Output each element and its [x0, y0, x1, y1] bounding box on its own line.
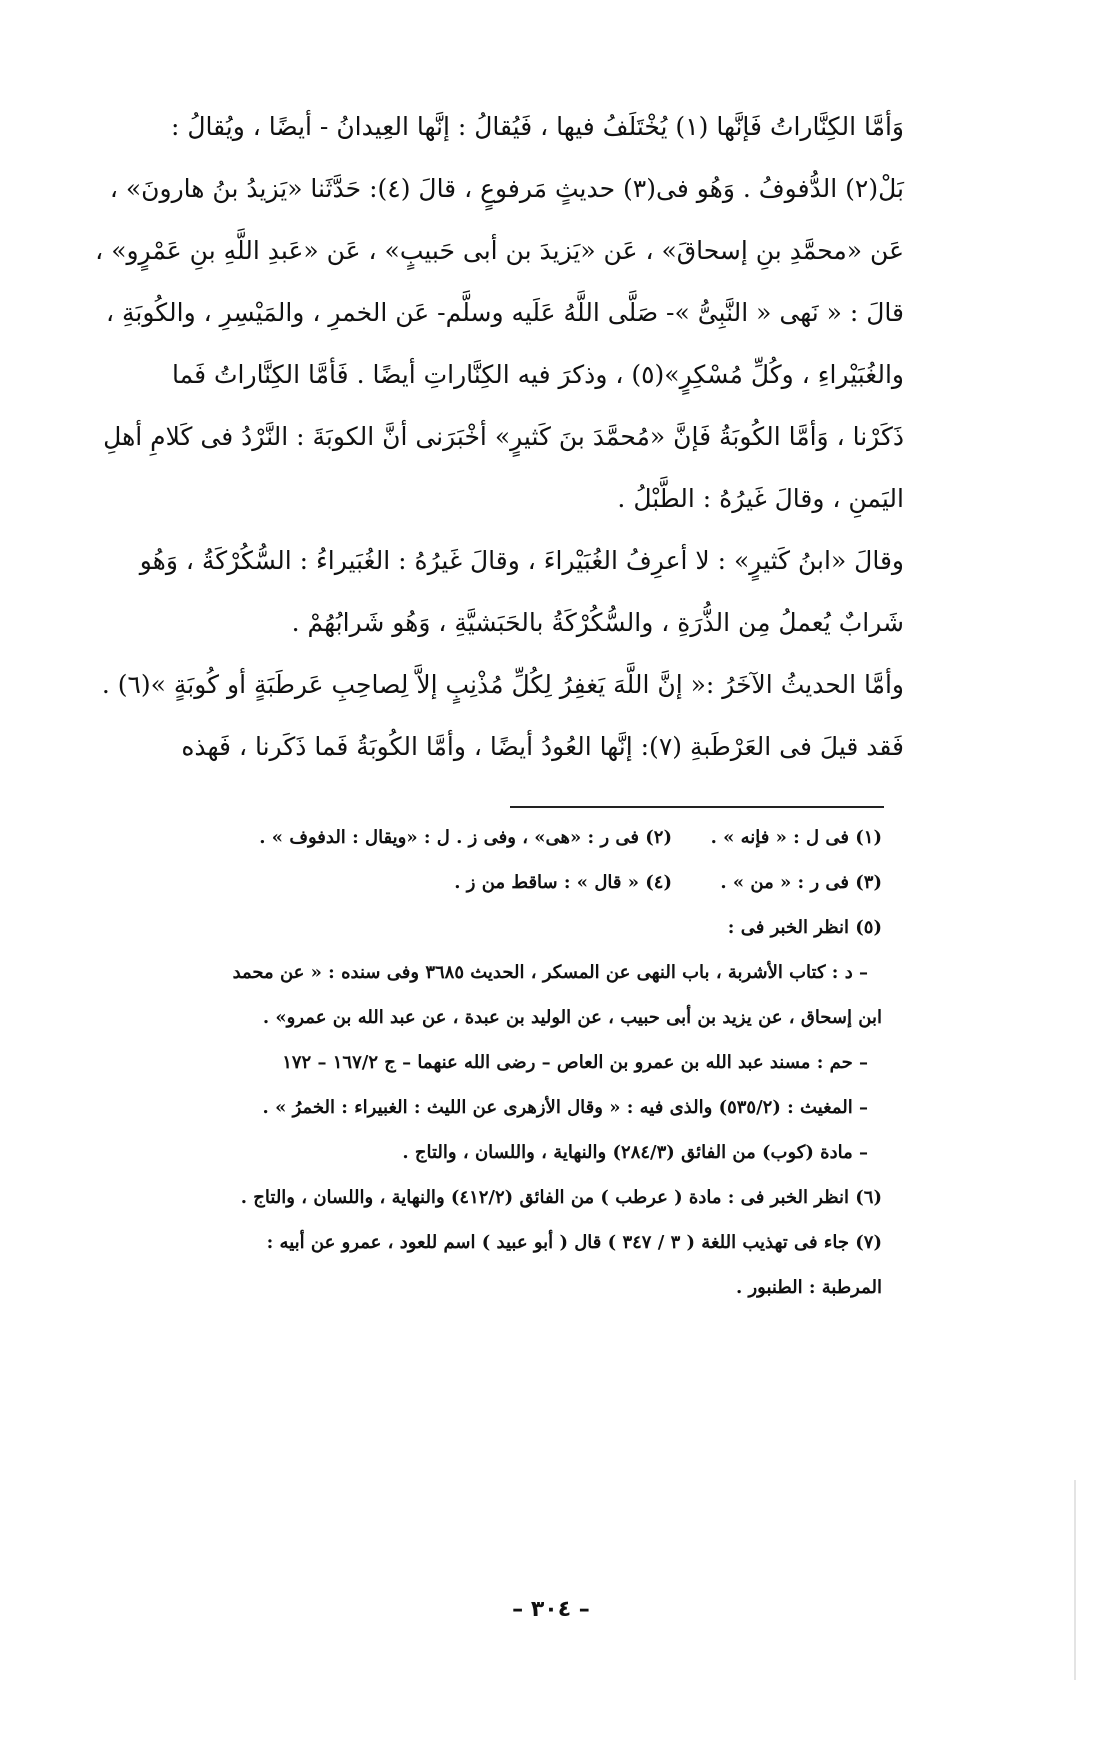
text-line: وَأمَّا الكِنَّاراتُ فَإنَّها (١) يُخْتَلَفُ فيها ، فَيُقالُ : إنَّها العِيدانُ - أيضًا ، ويُقالُ :	[170, 112, 904, 141]
footnote-4: (٤) « قال » : ساقط من ز .	[454, 872, 672, 893]
footnote-row	[60, 815, 882, 860]
text-line: بَلْ(٢) الدُّفوفُ . وَهُو فى(٣) حديثٍ مَرفوعٍ ، قالَ (٤): حَدَّثَنا «يَزيدُ بنُ هارونَ» ،	[109, 174, 904, 203]
footnote-1: (١) فى ل : « فإنه » .	[710, 827, 882, 848]
text-line: والغُبَيْراءِ ، وكُلِّ مُسْكِرٍ»(٥) ، وذكرَ فيه الكِنَّاراتِ أيضًا . فَأمَّا الكِنَّاراتُ فَما	[172, 360, 904, 389]
footnote-5-item: – المغيث : (٥٣٥/٢) والذى فيه : « وقال الأزهرى عن الليث : الغبيراء : الخمرُ » .	[262, 1097, 868, 1118]
footnote-6: (٦) انظر الخبر فى : مادة ( عرطب ) من الفائق (٤١٢/٢) والنهاية ، واللسان ، والتاج .	[240, 1187, 882, 1208]
footnote-3: (٣) فى ر : « من » .	[720, 872, 882, 893]
footnote-7: (٧) جاء فى تهذيب اللغة ( ٣ / ٣٤٧ ) قال ( أبو عبيد ) اسم للعود ، عمرو عن أبيه :	[266, 1232, 882, 1253]
footnote-2: (٢) فى ر : «هى» ، وفى ز . ل : «ويقال : الدفوف » .	[259, 827, 672, 848]
footnote-row	[60, 860, 882, 905]
footnote-separator	[510, 806, 884, 808]
footnote-5-item: – مادة (كوب) من الفائق (٢٨٤/٣) والنهاية ، واللسان ، والتاج .	[402, 1142, 868, 1163]
page-number: – ٣٠٤ –	[512, 1597, 590, 1622]
footnotes	[60, 815, 882, 1310]
text-line: قالَ : « نَهى « النَّبِىُّ »- صَلَّى اللَّهُ عَلَيه وسلَّم- عَن الخمرِ ، والمَيْسِرِ ، والكُوبَةِ ،	[105, 298, 904, 327]
text-line: وأمَّا الحديثُ الآخَرُ :« إنَّ اللَّهَ يَغفِرُ لِكُلِّ مُذْنِبٍ إلاَّ لِصاحِبِ عَرطَبَةٍ أو كُوبَةٍ »(٦) .	[101, 670, 904, 699]
text-line: اليَمنِ ، وقالَ غَيرُهُ : الطَّبْلُ .	[617, 484, 904, 513]
footnote-5-item: ابن إسحاق ، عن يزيد بن أبى حبيب ، عن الوليد بن عبدة ، عن عبد الله بن عمرو» .	[262, 1007, 882, 1028]
text-line: عَن «محمَّدِ بنِ إسحاقَ» ، عَن «يَزيدَ بن أبى حَبيبٍ» ، عَن «عَبدِ اللَّهِ بنِ عَمْرٍو» ،	[95, 236, 904, 265]
main-text	[60, 96, 904, 778]
footnote-5-item: – حم : مسند عبد الله بن عمرو بن العاص – رضى الله عنهما – ج ١٦٧/٢ – ١٧٢	[282, 1052, 868, 1073]
footnote-7-continued: المرطبة : الطنبور .	[735, 1277, 882, 1298]
text-line: ذَكَرْنا ، وَأمَّا الكُوبَةُ فَإنَّ «مُحمَّدَ بنَ كَثيرٍ» أخْبَرَنى أنَّ الكوبَةَ : النَّرْدُ فى كَلامِ أهلِ	[103, 422, 904, 451]
footnote-5: (٥) انظر الخبر فى :	[727, 917, 882, 938]
text-line: وقالَ «ابنُ كَثيرٍ» : لا أعرِفُ الغُبَيْراءَ ، وقالَ غَيرُهُ : الغُبَيراءُ : السُّكُرْكَةُ ، وَهُو	[139, 546, 904, 575]
text-line: فَقد قيلَ فى العَرْطَبةِ (٧): إنَّها العُودُ أيضًا ، وأمَّا الكُوبَةُ فَما ذَكَرنا ، فَهذه	[181, 732, 904, 761]
scan-artifact	[1074, 1480, 1076, 1680]
footnote-5-item: – د : كتاب الأشربة ، باب النهى عن المسكر ، الحديث ٣٦٨٥ وفى سنده : « عن محمد	[232, 962, 868, 983]
text-line: شَرابٌ يُعملُ مِن الذُّرَةِ ، والسُّكُرْكَةُ بالحَبَشيَّةِ ، وَهُو شَرابُهُمْ .	[291, 608, 904, 637]
